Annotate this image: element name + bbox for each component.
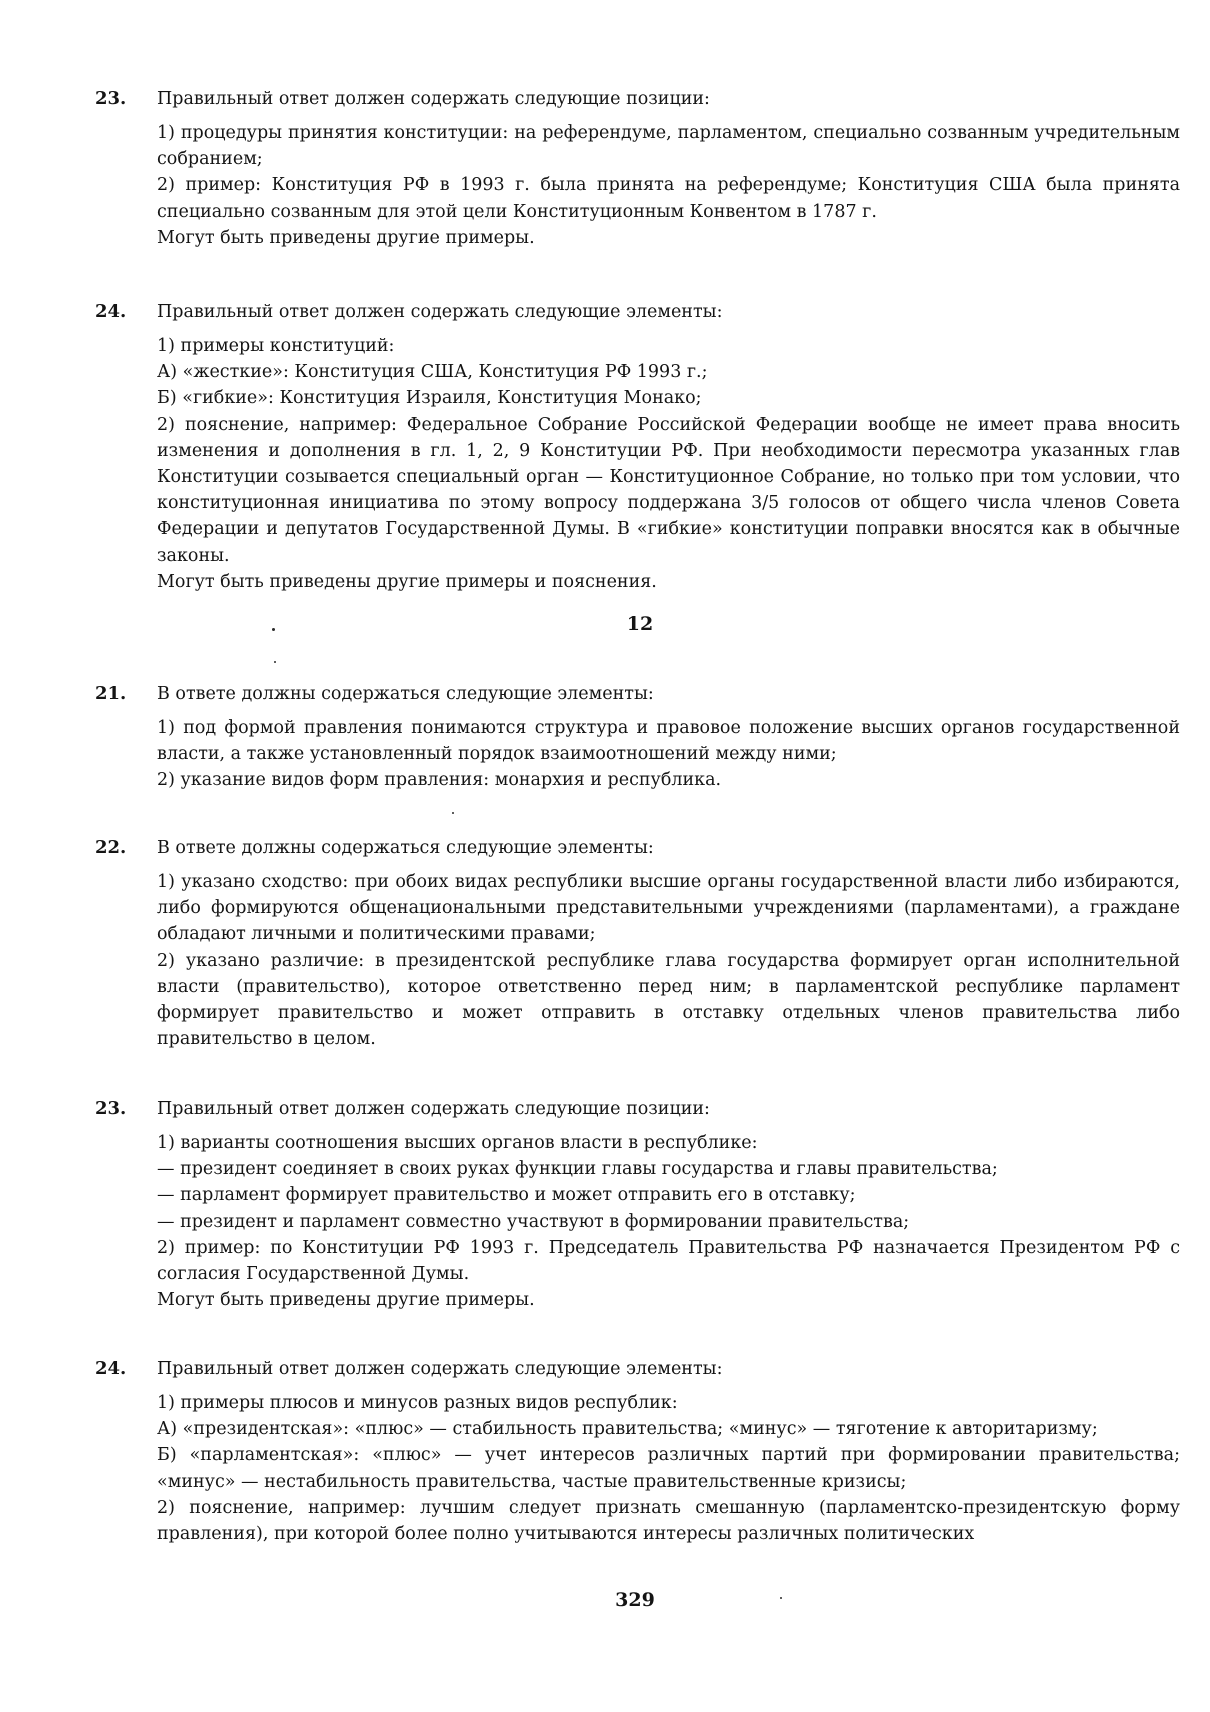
answer-line: А) «жесткие»: Конституция США, Конституция РФ 1993 г.; xyxy=(157,362,708,383)
answer-heading xyxy=(95,85,1180,113)
answer-line: Б) «парламентская»: «плюс» — учет интересов различных партий при формировании правительства; «минус» — нестабильность правительства, частые правительственные кризисы; xyxy=(157,1445,1180,1492)
question-number: 21. xyxy=(95,683,127,704)
scan-speck xyxy=(452,812,454,814)
answer-line: Могут быть приведены другие примеры и пояснения. xyxy=(157,571,657,592)
question-number: 22. xyxy=(95,837,127,858)
scan-speck xyxy=(780,1597,782,1599)
answer-intro: Правильный ответ должен содержать следующие элементы: xyxy=(157,302,723,322)
answer-line: Могут быть приведены другие примеры. xyxy=(157,227,535,248)
answer-line: — парламент формирует правительство и может отправить его в отставку; xyxy=(157,1185,856,1206)
answer-line: 2) пояснение, например: лучшим следует признать смешанную (парламентско-президентскую форму правления), при которой более полно учитываются интересы различных политических xyxy=(157,1497,1180,1545)
answer-body xyxy=(157,1130,1180,1313)
answer-intro: Правильный ответ должен содержать следующие позиции: xyxy=(157,1099,710,1119)
page-number: 329 xyxy=(615,1589,655,1611)
answer-block-4 xyxy=(95,834,1180,1052)
answer-line: 1) под формой правления понимаются структура и правовое положение высших органов государственной власти, а также установленный порядок взаимоотношений между ними; xyxy=(157,718,1180,765)
answer-block-5 xyxy=(95,1095,1180,1313)
answer-line: 2) пример: Конституция РФ в 1993 г. была принята на референдуме; Конституция США была принята специально созванным для этой цели Конституционным Конвентом в 1787 г. xyxy=(157,175,1180,222)
answer-intro: В ответе должны содержаться следующие элементы: xyxy=(157,684,654,704)
answer-line: Б) «гибкие»: Конституция Израиля, Конституция Монако; xyxy=(157,388,702,409)
answer-body xyxy=(157,1390,1180,1547)
answer-line: 1) примеры плюсов и минусов разных видов республик: xyxy=(157,1393,678,1413)
answer-body xyxy=(157,120,1180,251)
answer-line: Могут быть приведены другие примеры. xyxy=(157,1290,535,1311)
answer-line: А) «президентская»: «плюс» — стабильность правительства; «минус» — тяготение к авторитаризму; xyxy=(157,1419,1098,1440)
answer-line: 1) процедуры принятия конституции: на референдуме, парламентом, специально созванным учредительным собранием; xyxy=(157,123,1180,170)
answer-line: 1) примеры конституций: xyxy=(157,336,395,356)
question-number: 24. xyxy=(95,301,127,322)
answer-body xyxy=(157,333,1180,595)
answer-body xyxy=(157,715,1180,794)
question-number: 23. xyxy=(95,88,127,109)
question-number: 23. xyxy=(95,1098,127,1119)
answer-intro: В ответе должны содержаться следующие элементы: xyxy=(157,838,654,858)
answer-intro: Правильный ответ должен содержать следующие элементы: xyxy=(157,1359,723,1379)
answer-block-1 xyxy=(95,85,1180,251)
answer-heading xyxy=(95,680,1180,708)
answer-intro: Правильный ответ должен содержать следующие позиции: xyxy=(157,89,710,109)
answer-line: 2) указание видов форм правления: монархия и республика. xyxy=(157,770,722,791)
question-number: 24. xyxy=(95,1358,127,1379)
answer-body xyxy=(157,869,1180,1052)
answer-line: 2) пояснение, например: Федеральное Собрание Российской Федерации вообще не имеет права вносить изменения и дополнения в гл. 1, 2, 9 Конституции РФ. При необходимости пересмотра указанных глав Конституции созывается специальный орган — Конституционное Собрание, но только при том условии, что конституционная инициатива по этому вопросу поддержана 3/5 голосов от общего числа членов Совета Федерации и депутатов Государственной Думы. В «гибкие» конституции поправки вносятся как в обычные законы. xyxy=(157,414,1180,566)
answer-line: — президент и парламент совместно участвуют в формировании правительства; xyxy=(157,1211,910,1232)
scan-speck xyxy=(272,628,275,631)
answer-line: 2) указано различие: в президентской республике глава государства формирует орган исполнительной власти (правительство), которое ответственно перед ним; в парламентской республике парламент формирует правительство и может отправить в отставку отдельных членов правительства либо правительство в целом. xyxy=(157,950,1180,1050)
answer-block-3 xyxy=(95,680,1180,794)
section-number: 12 xyxy=(626,613,654,635)
answer-block-6 xyxy=(95,1355,1180,1547)
answer-heading xyxy=(95,1355,1180,1383)
answer-line: 1) указано сходство: при обоих видах республики высшие органы государственной власти либо избираются, либо формируются общенациональными представительными учреждениями (парламентами), а граждане обладают личными и политическими правами; xyxy=(157,872,1180,945)
answer-line: 2) пример: по Конституции РФ 1993 г. Председатель Правительства РФ назначается Президентом РФ с согласия Государственной Думы. xyxy=(157,1237,1180,1285)
answer-heading xyxy=(95,298,1180,326)
answer-line: — президент соединяет в своих руках функции главы государства и главы правительства; xyxy=(157,1159,998,1180)
answer-heading xyxy=(95,834,1180,862)
answer-heading xyxy=(95,1095,1180,1123)
answer-line: 1) варианты соотношения высших органов власти в республике: xyxy=(157,1133,758,1153)
scan-speck xyxy=(274,661,276,663)
answer-block-2 xyxy=(95,298,1180,595)
